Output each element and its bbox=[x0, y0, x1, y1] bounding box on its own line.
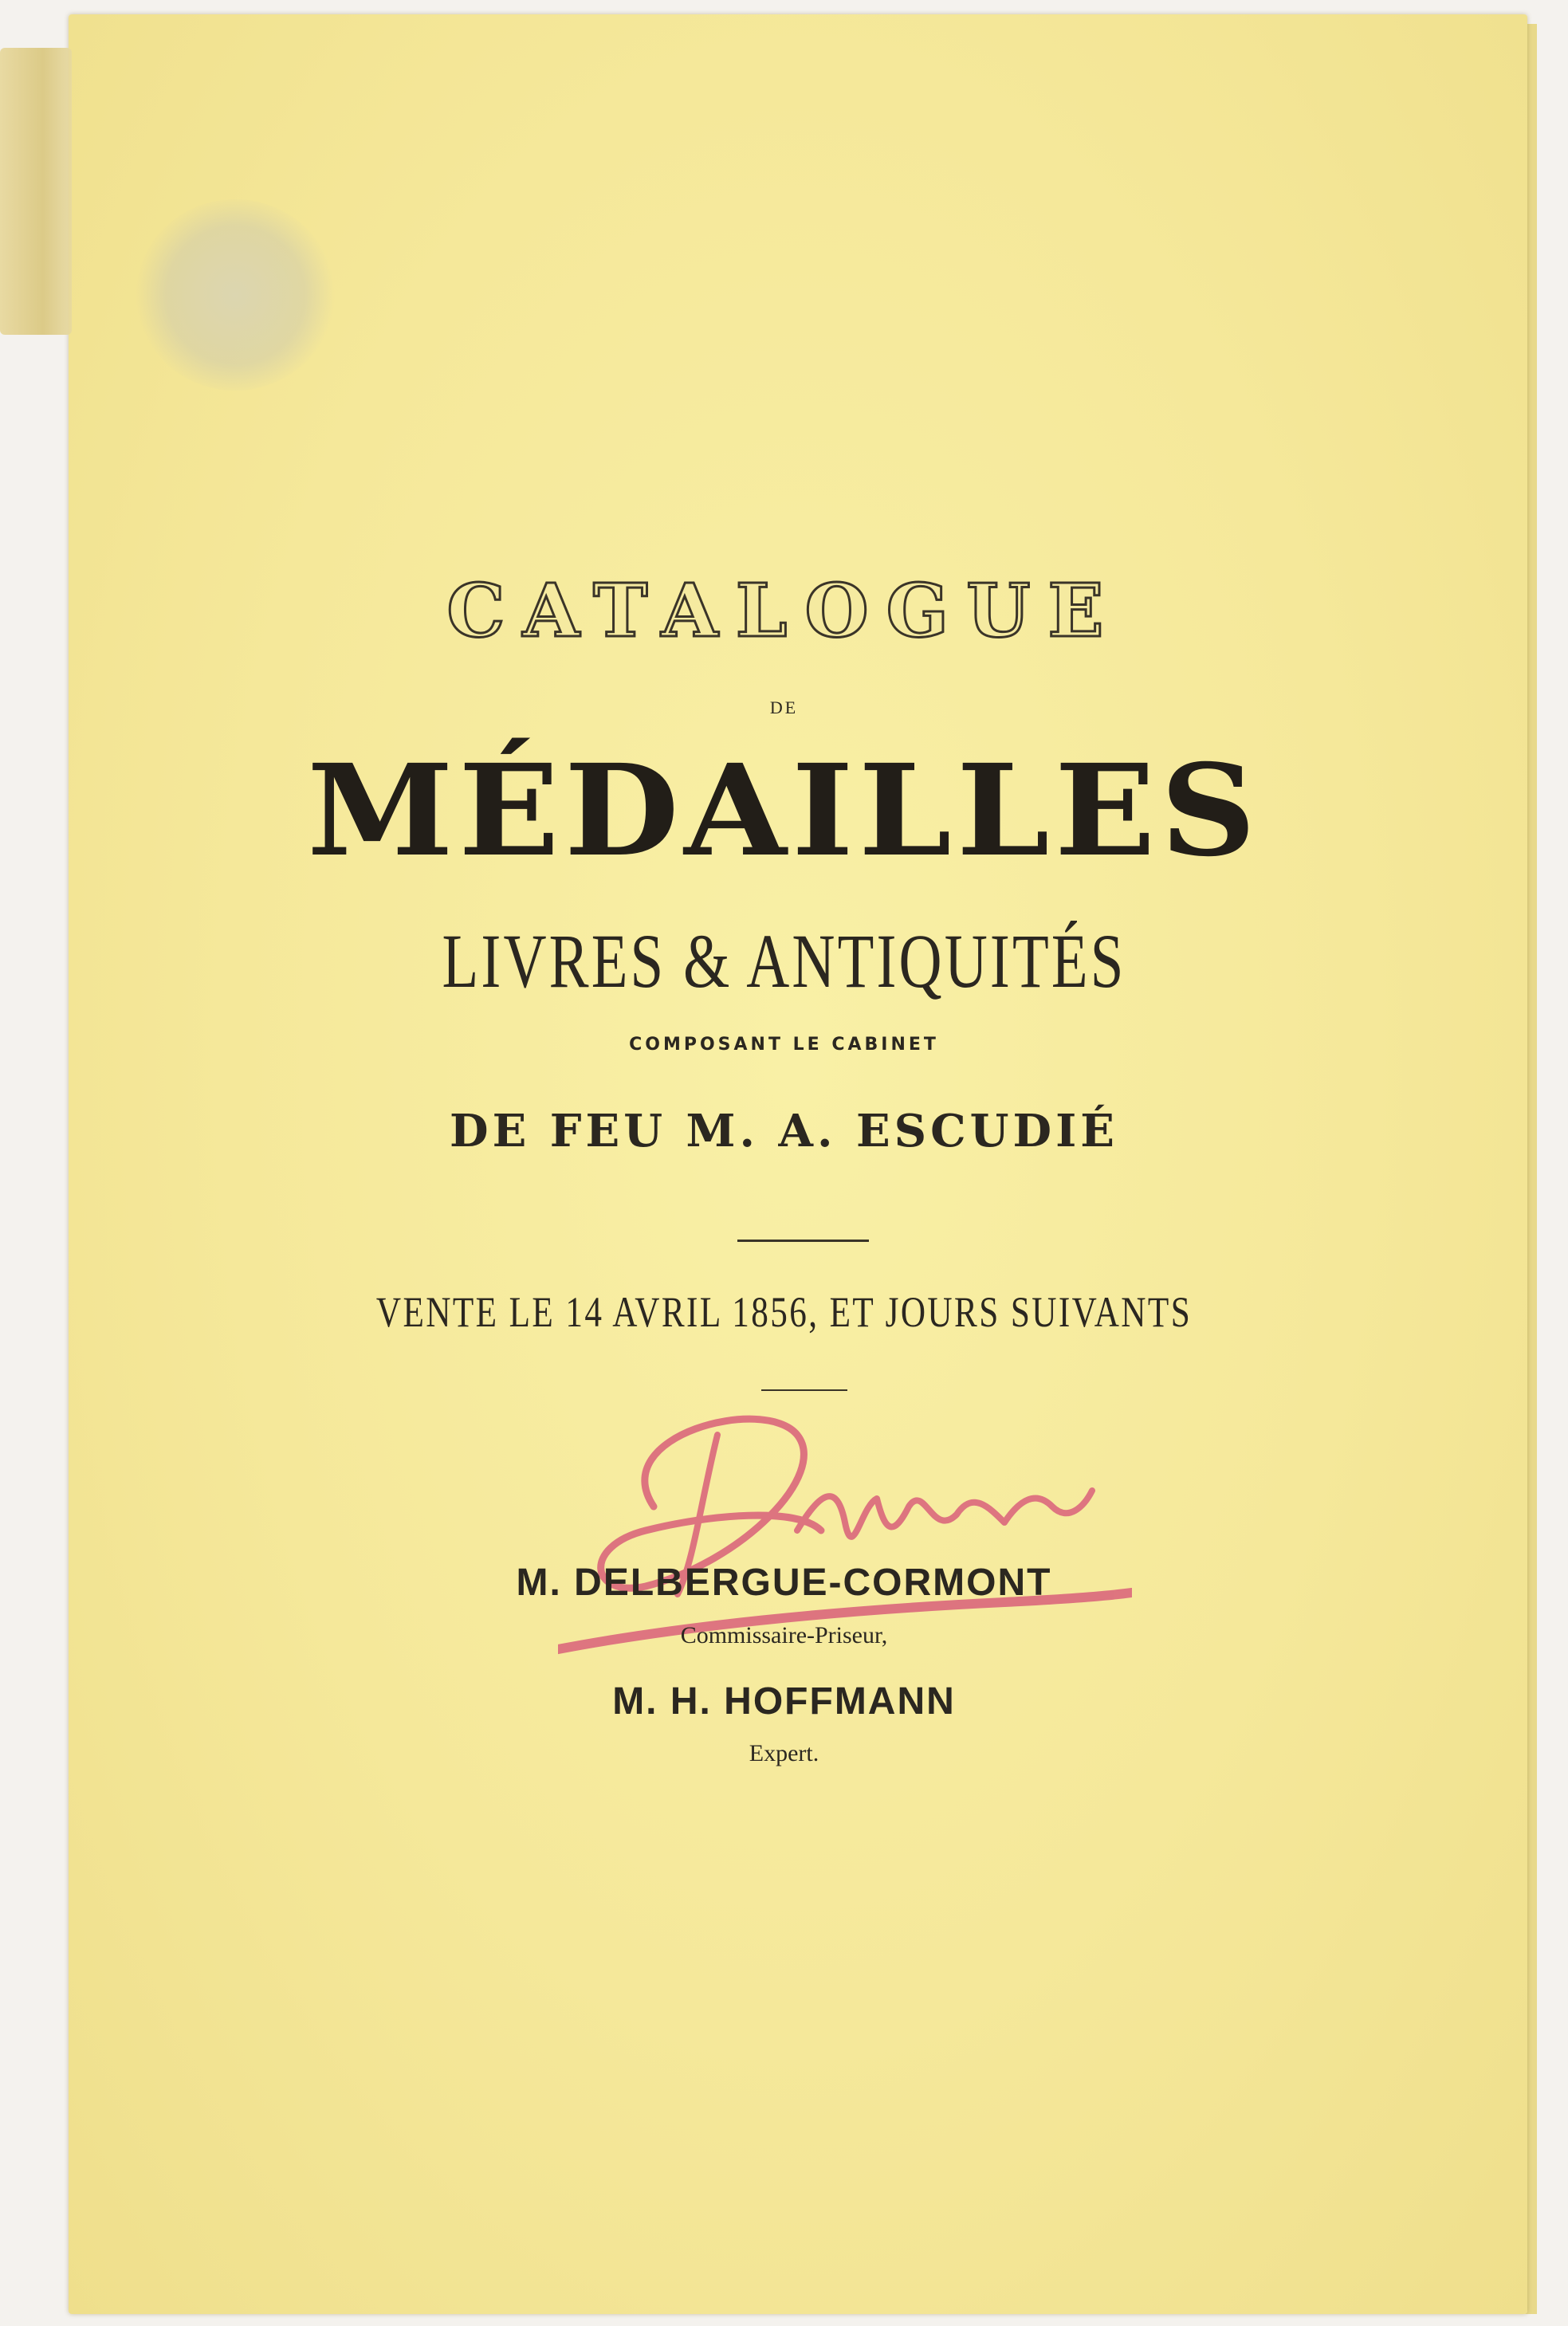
main-title: MÉDAILLES bbox=[307, 737, 1261, 885]
divider-rule bbox=[737, 1240, 869, 1242]
faded-stamp bbox=[136, 199, 335, 391]
expert-role: Expert. bbox=[749, 1740, 819, 1766]
catalogue-heading: CATALOGUE bbox=[446, 568, 1122, 654]
annotation-text bbox=[0, 0, 1, 1]
preposition-de: DE bbox=[769, 697, 799, 717]
owner-line: DE FEU M. A. ESCUDIÉ bbox=[450, 1105, 1118, 1157]
sale-date-line: VENTE LE 14 AVRIL 1856, ET JOURS SUIVANTS bbox=[375, 1288, 1193, 1336]
auctioneer-name: M. DELBERGUE-CORMONT bbox=[516, 1562, 1052, 1604]
subtitle: LIVRES & ANTIQUITÉS bbox=[442, 918, 1126, 1004]
auctioneer-role: Commissaire-Priseur, bbox=[680, 1622, 888, 1648]
composing-line: COMPOSANT LE CABINET bbox=[629, 1035, 939, 1055]
expert-name: M. H. HOFFMANN bbox=[612, 1680, 956, 1723]
binding-tape bbox=[0, 48, 72, 335]
